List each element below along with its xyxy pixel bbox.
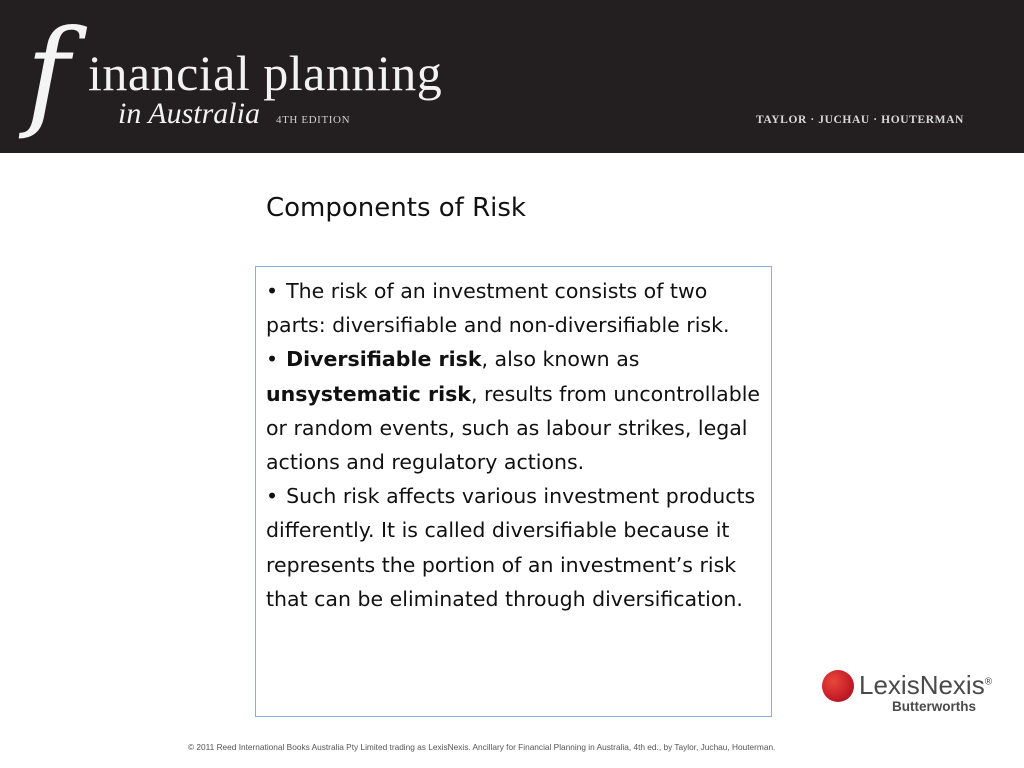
lexisnexis-mark-icon xyxy=(822,670,854,702)
bullet-item xyxy=(266,479,764,616)
logo-initial: f xyxy=(26,4,70,142)
publisher-name-text: LexisNexis xyxy=(859,670,985,700)
publisher-name xyxy=(859,670,992,701)
book-subtitle: in Australia xyxy=(118,97,260,130)
bullet-text: The risk of an investment consists of two parts: diversifiable and non-diversifiable risk. xyxy=(266,279,730,338)
term-diversifiable-risk: Diversifiable risk xyxy=(286,347,482,372)
authors-label: TAYLOR · JUCHAU · HOUTERMAN xyxy=(756,114,964,126)
copyright-notice: © 2011 Reed International Books Australia Pty Limited trading as LexisNexis. Ancillary for Financial Planning in Australia, 4th ed., by Taylor, Juchau, Houterman. xyxy=(188,742,776,752)
bullet-item xyxy=(266,342,764,479)
book-title: inancial planning xyxy=(88,45,443,101)
registered-mark: ® xyxy=(984,676,993,688)
bullet-text: , also known as xyxy=(481,347,640,372)
header-banner xyxy=(0,0,1024,153)
content-box xyxy=(255,266,772,717)
bullet-text: , results from uncontrollable or random events, such as labour strikes, legal actions and regulatory actions. xyxy=(266,381,761,475)
bullet-item xyxy=(266,274,764,342)
bullet-marker: • xyxy=(266,279,279,303)
term-unsystematic-risk: unsystematic risk xyxy=(266,381,471,406)
edition-label: 4TH EDITION xyxy=(276,114,351,126)
bullet-marker: • xyxy=(266,484,279,509)
slide-title: Components of Risk xyxy=(266,193,526,223)
bullet-text: Such risk affects various investment products differently. It is called diversifiable because it represents the portion of an investment’s risk that can be eliminated through diversification. xyxy=(266,484,756,611)
publisher-logo xyxy=(822,668,992,718)
bullet-marker: • xyxy=(266,347,279,372)
publisher-imprint: Butterworths xyxy=(892,699,976,714)
